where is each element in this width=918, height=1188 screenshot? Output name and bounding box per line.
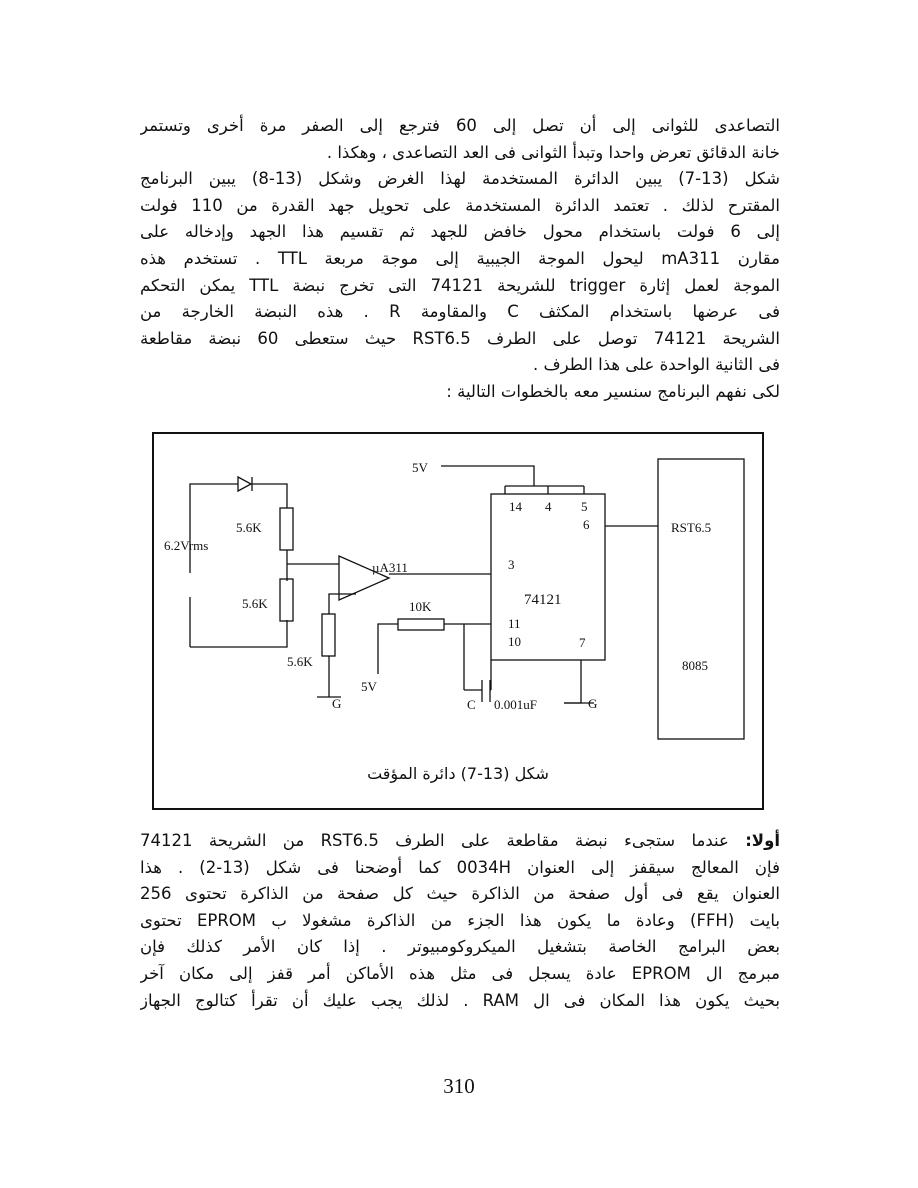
label-pin3: 3 [508,557,515,572]
paragraph-label: أولا: [745,831,780,850]
text-line: العنوان يقع فى أول صفحة من الذاكرة حيث كل صفحة من الذاكرة تحتوى 256 [140,884,780,904]
label-comparator: µA311 [372,560,408,575]
text-line: شكل (13-7) يبين الدائرة المستخدمة لهذا الغرض وشكل (13-8) يبين البرنامج [140,169,780,189]
paragraph-1 [140,113,780,406]
circuit-labels [154,434,762,808]
label-5v-top: 5V [412,460,428,475]
text-line: التصاعدى للثوانى إلى أن تصل إلى 60 فترجع إلى الصفر مرة أخرى وتستمر [140,116,780,135]
label-r3: 5.6K [287,654,313,669]
text-line: خانة الدقائق تعرض واحدا وتبدأ الثوانى فى العد التصاعدى ، وهكذا . [326,142,780,162]
label-cap-value: 0.001uF [494,697,537,712]
label-pin4: 4 [545,499,552,514]
text-line: بحيث يكون هذا المكان فى ال RAM . لذلك يجب عليك أن تقرأ كتالوج الجهاز [140,990,780,1010]
label-pin14: 14 [509,499,522,514]
text-line [140,828,780,855]
label-cap-c: C [467,697,476,712]
label-r-timing: 10K [409,599,432,614]
label-pin10: 10 [508,634,521,649]
label-ic: 74121 [524,592,562,608]
label-source: 6.2Vrms [164,538,209,553]
label-pin5: 5 [581,499,588,514]
text-line: فى عرضها باستخدام المكثف C والمقاومة R . هذه النبضة الخارجة من [140,302,780,322]
label-pin7: 7 [579,635,586,650]
paragraph-2 [140,828,780,1014]
label-cpu: 8085 [682,658,708,673]
text-line: إلى 6 فولت باستخدام محول خافض للجهد ثم تقسيم هذا الجهد وإدخاله على [140,222,780,242]
text-line: مقارن mA311 ليحول الموجة الجيبية إلى موجة مربعة TTL . تستخدم هذه [140,248,780,268]
text-line: لكى نفهم البرنامج سنسير معه بالخطوات التالية : [446,381,780,401]
label-5v-bottom: 5V [361,679,377,694]
label-ground-right: G [588,696,598,711]
timer-circuit-figure [152,432,764,810]
page-number: 310 [443,1074,475,1098]
text-line: بايت (FFH) وعادة ما يكون هذا الجزء من الذاكرة مشغولا ب EPROM تحتوى [140,910,780,930]
label-pin11: 11 [508,616,521,631]
text-line: الشريحة 74121 توصل على الطرف RST6.5 حيث ستعطى 60 نبضة مقاطعة [140,328,780,348]
label-r1: 5.6K [236,520,262,535]
label-r2: 5.6K [242,596,268,611]
text-line: مبرمج ال EPROM عادة يسجل فى مثل هذه الأماكن أمر قفز إلى مكان آخر [140,963,780,983]
text-line: المقترح لذلك . تعتمد الدائرة المستخدمة على تحويل جهد القدرة من 110 فولت [140,195,780,215]
text-line: فإن المعالج سيقفز إلى العنوان 0034H كما أوضحنا فى شكل (13-2) . هذا [140,857,780,877]
text-line: فى الثانية الواحدة على هذا الطرف . [533,355,780,375]
label-pin6: 6 [583,517,590,532]
figure-caption: شكل (13-7) دائرة المؤقت [367,764,549,783]
label-ground-left: G [332,696,342,711]
text-line: بعض البرامج الخاصة بتشغيل الميكروكومبيوتر . إذا كان الأمر كذلك فإن [140,937,780,957]
label-rst-pin: RST6.5 [671,520,712,535]
text-line: الموجة لعمل إثارة trigger للشريحة 74121 التى تخرج نبضة TTL يمكن التحكم [140,275,780,295]
text-span: عندما ستجىء نبضة مقاطعة على الطرف RST6.5 من الشريحة 74121 [140,831,729,850]
